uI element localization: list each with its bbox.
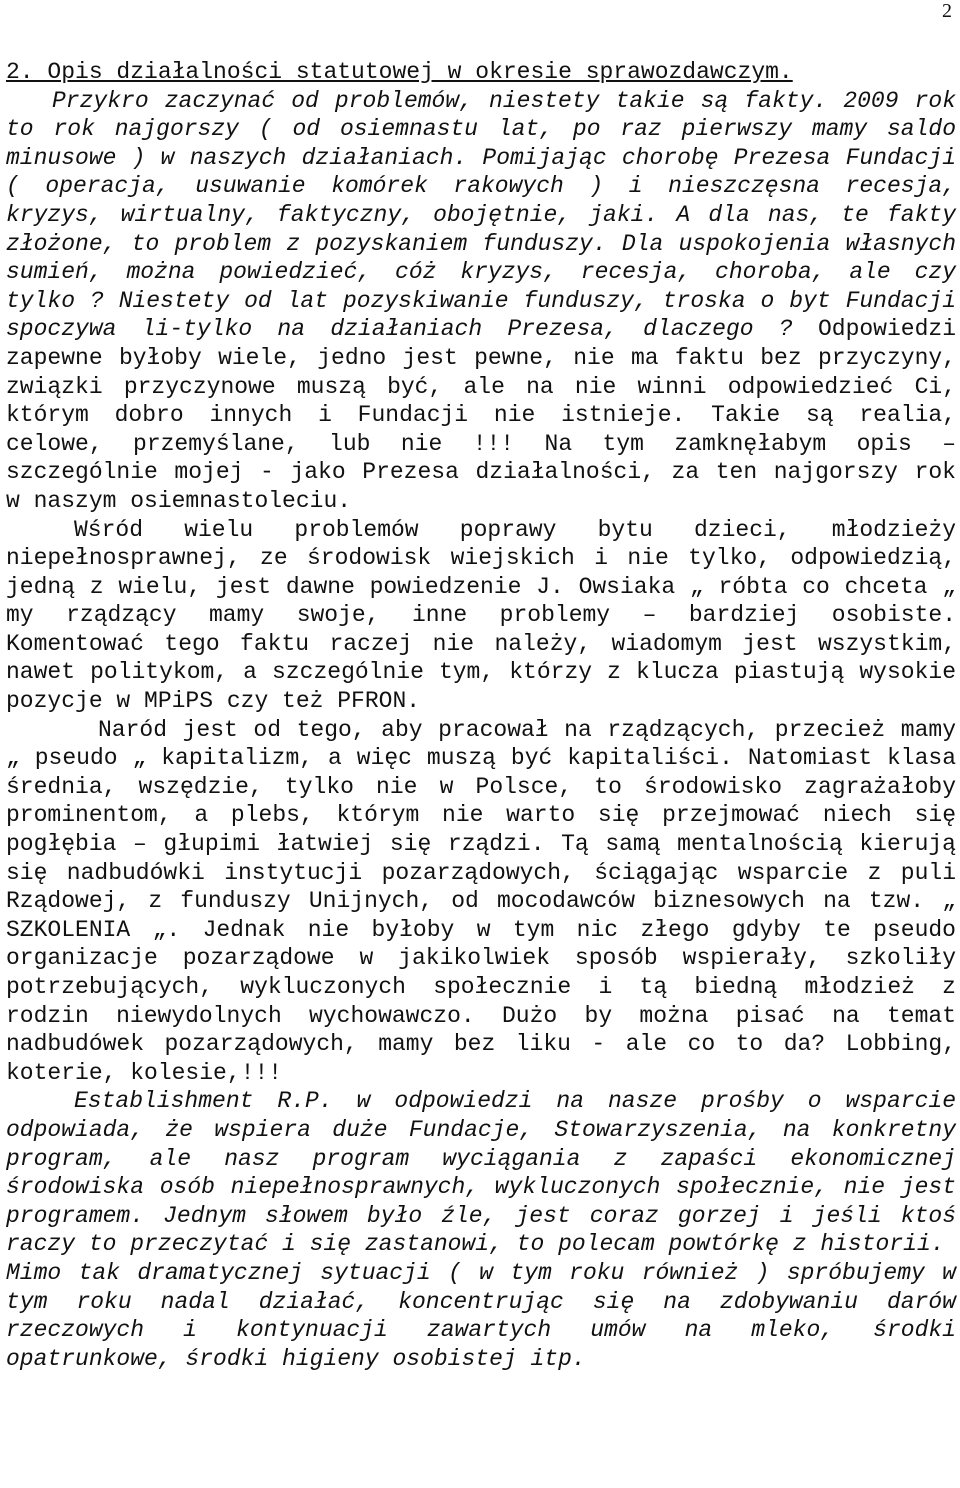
section-heading: 2. Opis działalności statutowej w okresie sprawozdawczym. bbox=[6, 59, 793, 85]
paragraph-intro bbox=[6, 87, 956, 516]
paragraph-problems-text: Wśród wielu problemów poprawy bytu dzieci, młodzieży niepełnosprawnej, ze środowisk wiejskich i nie tylko, odpowiedzią, jedną z wielu, jest dawne powiedzenie J. Owsiaka „ róbta co chceta „ my rządzący mamy swoje, inne problemy – bardziej osobiste. bbox=[6, 516, 956, 629]
paragraph-intro-italic: Przykro zaczynać od problemów, niestety takie są fakty. 2009 rok to rok najgorszy ( od osiemnastu lat, po raz pierwszy mamy saldo minusowe ) w naszych działaniach. Pomijając chorobę Prezesa Fundacji ( operacja, usuwanie komórek rakowych ) i nieszczęsna recesja, kryzys, wirtualny, faktyczny, obojętnie, jaki. A dla nas, te fakty złożone, to problem z pozyskaniem funduszy. Dla uspokojenia własnych sumień, można powiedzieć, cóż kryzys, recesja, choroba, ale czy tylko ? Niestety od lat pozyskiwanie funduszy, troska o byt Fundacji spoczywa li-tylko na działaniach Prezesa, dlaczego ? bbox=[6, 87, 956, 343]
paragraph-problems-continuation: Komentować tego faktu raczej nie należy, wiadomym jest wszystkim, nawet politykom, a szczególnie tym, którzy z klucza piastują wysokie pozycje w MPiPS czy też PFRON. bbox=[6, 630, 956, 715]
page-number: 2 bbox=[942, 0, 952, 22]
paragraph-establishment: Establishment R.P. w odpowiedzi na nasze prośby o wsparcie odpowiada, że wspiera duże Fundacje, Stowarzyszenia, na konkretny program, ale nasz program wyciągania z zapaści ekonomicznej środowiska osób niepełnosprawnych, wykluczonych społecznie, nie jest programem. Jednym słowem było źle, jest coraz gorzej i jeśli ktoś raczy to przeczytać i się zastanowi, to polecam powtórkę z historii. bbox=[6, 1088, 956, 1258]
document-body bbox=[6, 58, 956, 1373]
paragraph-intro-upright: Odpowiedzi zapewne byłoby wiele, jedno jest pewne, nie ma faktu bez przyczyny, związki przyczynowe muszą być, ale na nie winni odpowiedzieć Ci, którym dobro innych i Fundacji nie istnieje. Takie są realia, celowe, przemyślane, lub nie !!! Na tym zamknęłabym opis – szczególnie mojej - jako Prezesa działalności, za ten najgorszy rok w naszym osiemnastoleciu. bbox=[6, 316, 956, 514]
paragraph-problems bbox=[6, 516, 956, 716]
paragraph-closing: Mimo tak dramatycznej sytuacji ( w tym roku również ) spróbujemy w tym roku nadal działać, koncentrując się na zdobywaniu darów rzeczowych i kontynuacji zawartych umów na mleko, środki opatrunkowe, środki higieny osobistej itp. bbox=[6, 1259, 956, 1372]
paragraph-nation: Naród jest od tego, aby pracował na rządzących, przecież mamy „ pseudo „ kapitalizm, a więc muszą być kapitaliści. Natomiast klasa średnia, wszędzie, tylko nie w Polsce, to środowisko zagrażałoby prominentom, a plebs, którym nie warto się przejmować niech się pogłębia – głupimi łatwiej się rządzi. Tą samą mentalnością kierują się nadbudówki instytucji pozarządowych, ściągając wsparcie z puli Rządowej, z funduszy Unijnych, od mocodawców biznesowych na tzw. „ SZKOLENIA „. Jednak nie byłoby w tym nic złego gdyby te pseudo organizacje pozarządowe w jakikolwiek sposób wspierały, szkoliły potrzebujących, wykluczonych społecznie i tą biedną młodzież z rodzin niewydolnych wychowawczo. Dużo by można pisać na temat nadbudówek pozarządowych, mamy bez liku - ale co to da? Lobbing, koterie, kolesie,!!! bbox=[6, 716, 956, 1086]
